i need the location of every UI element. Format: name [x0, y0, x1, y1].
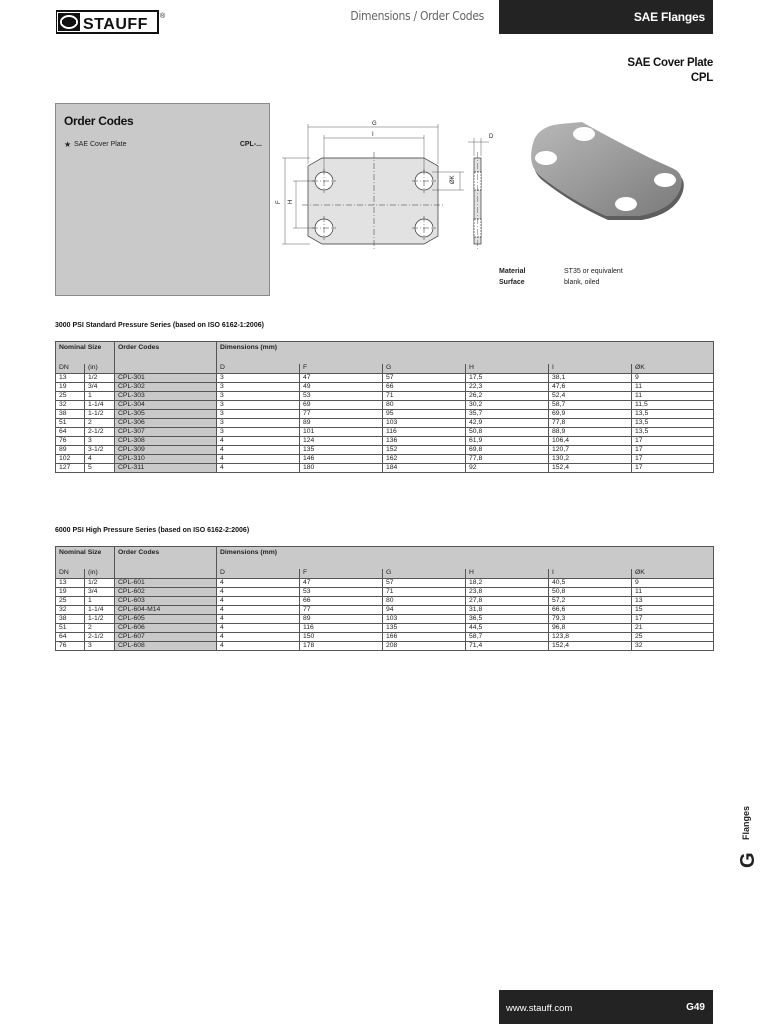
table-cell: 4	[217, 606, 300, 615]
table-cell: 77	[300, 410, 383, 419]
table-cell: 1	[85, 597, 115, 606]
table-cell: 71,4	[466, 642, 549, 651]
table-cell: 103	[383, 419, 466, 428]
order-code-cell: CPL-601	[115, 579, 217, 588]
surface-key: Surface	[499, 279, 525, 286]
order-code-cell: CPL-310	[115, 455, 217, 464]
table-cell: 3	[217, 410, 300, 419]
table-cell: 36,5	[466, 615, 549, 624]
table-cell: 57,2	[549, 597, 632, 606]
col-order-code	[115, 569, 217, 579]
table-cell: 18,2	[466, 579, 549, 588]
order-code-cell: CPL-305	[115, 410, 217, 419]
table-cell: 71	[383, 392, 466, 401]
order-code-label: SAE Cover Plate	[74, 141, 127, 148]
table-cell: 4	[217, 464, 300, 473]
table-cell: 53	[300, 392, 383, 401]
table-row	[56, 392, 714, 401]
table-cell: 53	[300, 588, 383, 597]
table-cell: 13	[56, 579, 85, 588]
table-cell: 3	[85, 642, 115, 651]
table-cell: 11	[632, 392, 714, 401]
table-cell: 50,8	[549, 588, 632, 597]
col-d: D	[217, 364, 300, 374]
table-cell: 40,5	[549, 579, 632, 588]
nominal-size-header: Nominal Size	[56, 547, 115, 569]
table-cell: 42,9	[466, 419, 549, 428]
table-row	[56, 383, 714, 392]
order-code-cell: CPL-306	[115, 419, 217, 428]
table-cell: 94	[383, 606, 466, 615]
table-cell: 32	[632, 642, 714, 651]
order-code-cell: CPL-303	[115, 392, 217, 401]
table-row	[56, 410, 714, 419]
table-cell: 2	[85, 419, 115, 428]
side-tab	[735, 800, 763, 870]
table-cell: 27,8	[466, 597, 549, 606]
product-title	[627, 56, 713, 86]
table-cell: 3	[217, 428, 300, 437]
table-cell: 95	[383, 410, 466, 419]
table-cell: 3/4	[85, 383, 115, 392]
table-row	[56, 597, 714, 606]
table-cell: 3	[217, 401, 300, 410]
table-cell: 4	[217, 437, 300, 446]
order-code-cell: CPL-606	[115, 624, 217, 633]
section-tab: SAE Flanges	[499, 0, 713, 34]
table-cell: 1/2	[85, 374, 115, 383]
table-cell: 96,8	[549, 624, 632, 633]
table-cell: 57	[383, 374, 466, 383]
star-icon: ★	[64, 140, 72, 149]
table-cell: 89	[300, 419, 383, 428]
table-row	[56, 455, 714, 464]
table-cell: 103	[383, 615, 466, 624]
order-code-cell: CPL-309	[115, 446, 217, 455]
table-cell: 120,7	[549, 446, 632, 455]
table-cell: 17	[632, 446, 714, 455]
table-6000-title: 6000 PSI High Pressure Series (based on ISO 6162-2:2006)	[55, 527, 250, 534]
table-cell: 57	[383, 579, 466, 588]
table-cell: 3	[217, 392, 300, 401]
table-cell: 1-1/4	[85, 401, 115, 410]
table-cell: 15	[632, 606, 714, 615]
table-cell: 127	[56, 464, 85, 473]
table-cell: 64	[56, 633, 85, 642]
table-3000	[55, 341, 714, 473]
col-in: (in)	[85, 569, 115, 579]
table-cell: 3	[85, 437, 115, 446]
svg-text:STAUFF: STAUFF	[83, 16, 148, 33]
table-cell: 13	[632, 597, 714, 606]
table-cell: 152,4	[549, 464, 632, 473]
col-dn: DN	[56, 569, 85, 579]
table-cell: 30,2	[466, 401, 549, 410]
table-cell: 4	[217, 446, 300, 455]
table-cell: 130,2	[549, 455, 632, 464]
order-code-cell: CPL-307	[115, 428, 217, 437]
table-cell: 19	[56, 383, 85, 392]
col-h: H	[466, 364, 549, 374]
dim-g-label: G	[372, 121, 377, 127]
table-cell: 31,8	[466, 606, 549, 615]
table-cell: 152	[383, 446, 466, 455]
table-cell: 4	[217, 624, 300, 633]
table-cell: 38	[56, 615, 85, 624]
table-cell: 11	[632, 383, 714, 392]
table-cell: 124	[300, 437, 383, 446]
table-cell: 26,2	[466, 392, 549, 401]
table-cell: 23,8	[466, 588, 549, 597]
table-cell: 80	[383, 597, 466, 606]
order-codes-title: Order Codes	[64, 114, 134, 128]
col-d: D	[217, 569, 300, 579]
table-cell: 52,4	[549, 392, 632, 401]
table-row	[56, 401, 714, 410]
order-code-cell: CPL-302	[115, 383, 217, 392]
table-cell: 4	[85, 455, 115, 464]
table-cell: 106,4	[549, 437, 632, 446]
table-cell: 2-1/2	[85, 633, 115, 642]
table-cell: 1-1/2	[85, 615, 115, 624]
table-cell: 116	[300, 624, 383, 633]
dim-d-label: D	[489, 134, 494, 140]
table-row	[56, 419, 714, 428]
material-key: Material	[499, 268, 526, 275]
table-cell: 25	[56, 597, 85, 606]
table-cell: 25	[56, 392, 85, 401]
table-cell: 2	[85, 624, 115, 633]
col-in: (in)	[85, 364, 115, 374]
table-cell: 102	[56, 455, 85, 464]
table-row	[56, 624, 714, 633]
col-i: I	[549, 364, 632, 374]
col-g: G	[383, 364, 466, 374]
table-cell: 69	[300, 401, 383, 410]
table-cell: 38	[56, 410, 85, 419]
order-code-cell: CPL-607	[115, 633, 217, 642]
table-cell: 77	[300, 606, 383, 615]
table-cell: 4	[217, 615, 300, 624]
table-cell: 22,3	[466, 383, 549, 392]
order-code-cell: CPL-603	[115, 597, 217, 606]
table-row	[56, 615, 714, 624]
table-cell: 17	[632, 455, 714, 464]
col-f: F	[300, 569, 383, 579]
table-cell: 32	[56, 606, 85, 615]
table-cell: 66	[383, 383, 466, 392]
table-cell: 17	[632, 464, 714, 473]
table-cell: 66,6	[549, 606, 632, 615]
table-cell: 88,9	[549, 428, 632, 437]
side-tab-word: Flanges	[741, 805, 751, 840]
table-cell: 208	[383, 642, 466, 651]
table-cell: 80	[383, 401, 466, 410]
technical-drawing	[274, 118, 504, 268]
order-code-cell: CPL-304	[115, 401, 217, 410]
table-cell: 44,5	[466, 624, 549, 633]
table-cell: 1/2	[85, 579, 115, 588]
table-cell: 13,5	[632, 419, 714, 428]
table-cell: 58,7	[466, 633, 549, 642]
table-3000-title: 3000 PSI Standard Pressure Series (based on ISO 6162-1:2006)	[55, 322, 264, 329]
col-g: G	[383, 569, 466, 579]
table-cell: 135	[383, 624, 466, 633]
table-row	[56, 374, 714, 383]
footer-url[interactable]: www.stauff.com	[506, 1003, 573, 1014]
table-cell: 17,5	[466, 374, 549, 383]
order-code-cell: CPL-608	[115, 642, 217, 651]
table-cell: 4	[217, 579, 300, 588]
footer	[499, 990, 713, 1024]
table-cell: 49	[300, 383, 383, 392]
order-codes-box	[55, 103, 270, 296]
table-cell: 9	[632, 374, 714, 383]
table-cell: 4	[217, 455, 300, 464]
table-cell: 69,8	[466, 446, 549, 455]
table-cell: 1-1/4	[85, 606, 115, 615]
table-cell: 13,5	[632, 428, 714, 437]
table-6000	[55, 546, 714, 651]
table-cell: 1	[85, 392, 115, 401]
table-cell: 13,5	[632, 410, 714, 419]
table-cell: 51	[56, 624, 85, 633]
dimensions-header: Dimensions (mm)	[217, 342, 714, 364]
table-cell: 69,9	[549, 410, 632, 419]
svg-text:®: ®	[160, 13, 166, 20]
dim-i-label: I	[372, 132, 374, 138]
table-cell: 4	[217, 588, 300, 597]
table-cell: 150	[300, 633, 383, 642]
side-tab-letter: G	[737, 852, 759, 868]
table-row	[56, 428, 714, 437]
dimensions-header: Dimensions (mm)	[217, 547, 714, 569]
table-cell: 3/4	[85, 588, 115, 597]
order-code-cell: CPL-311	[115, 464, 217, 473]
table-cell: 25	[632, 633, 714, 642]
table-cell: 64	[56, 428, 85, 437]
table-row	[56, 588, 714, 597]
table-cell: 47	[300, 579, 383, 588]
table-row	[56, 446, 714, 455]
order-codes-header: Order Codes	[115, 547, 217, 569]
dim-h-label: H	[288, 199, 294, 204]
col-k: ØK	[632, 569, 714, 579]
order-codes-header: Order Codes	[115, 342, 217, 364]
table-cell: 135	[300, 446, 383, 455]
table-cell: 3-1/2	[85, 446, 115, 455]
table-cell: 89	[56, 446, 85, 455]
table-cell: 180	[300, 464, 383, 473]
table-cell: 50,8	[466, 428, 549, 437]
order-code-cell: CPL-602	[115, 588, 217, 597]
table-cell: 38,1	[549, 374, 632, 383]
table-cell: 47	[300, 374, 383, 383]
order-code-cell: CPL-605	[115, 615, 217, 624]
breadcrumb: Dimensions / Order Codes	[350, 9, 484, 23]
table-cell: 11	[632, 588, 714, 597]
table-cell: 66	[300, 597, 383, 606]
table-cell: 4	[217, 642, 300, 651]
table-cell: 2-1/2	[85, 428, 115, 437]
table-row	[56, 642, 714, 651]
table-cell: 89	[300, 615, 383, 624]
order-code-cell: CPL-301	[115, 374, 217, 383]
surface-value: blank, oiled	[564, 279, 600, 286]
table-cell: 123,8	[549, 633, 632, 642]
table-cell: 136	[383, 437, 466, 446]
material-value: ST35 or equivalent	[564, 268, 623, 275]
table-cell: 76	[56, 642, 85, 651]
table-cell: 5	[85, 464, 115, 473]
table-cell: 3	[217, 374, 300, 383]
table-row	[56, 437, 714, 446]
table-cell: 178	[300, 642, 383, 651]
col-order-code	[115, 364, 217, 374]
table-cell: 21	[632, 624, 714, 633]
dim-f-label: F	[276, 200, 282, 204]
col-h: H	[466, 569, 549, 579]
page-number: G49	[686, 1002, 705, 1013]
table-cell: 92	[466, 464, 549, 473]
table-cell: 4	[217, 633, 300, 642]
table-cell: 9	[632, 579, 714, 588]
order-code-value: CPL-...	[239, 141, 262, 148]
table-cell: 146	[300, 455, 383, 464]
table-cell: 116	[383, 428, 466, 437]
table-cell: 1-1/2	[85, 410, 115, 419]
product-name: SAE Cover Plate	[627, 57, 713, 69]
table-cell: 51	[56, 419, 85, 428]
table-row	[56, 633, 714, 642]
table-cell: 77,8	[466, 455, 549, 464]
table-cell: 101	[300, 428, 383, 437]
table-cell: 17	[632, 437, 714, 446]
table-cell: 77,8	[549, 419, 632, 428]
table-cell: 162	[383, 455, 466, 464]
table-cell: 11,5	[632, 401, 714, 410]
nominal-size-header: Nominal Size	[56, 342, 115, 364]
order-code-cell: CPL-604-M14	[115, 606, 217, 615]
col-i: I	[549, 569, 632, 579]
table-cell: 79,3	[549, 615, 632, 624]
table-cell: 35,7	[466, 410, 549, 419]
table-cell: 184	[383, 464, 466, 473]
table-cell: 152,4	[549, 642, 632, 651]
table-cell: 58,7	[549, 401, 632, 410]
table-cell: 166	[383, 633, 466, 642]
table-cell: 61,9	[466, 437, 549, 446]
table-cell: 4	[217, 597, 300, 606]
table-cell: 19	[56, 588, 85, 597]
order-code-cell: CPL-308	[115, 437, 217, 446]
stauff-logo	[56, 10, 168, 34]
table-cell: 32	[56, 401, 85, 410]
table-cell: 3	[217, 383, 300, 392]
product-photo	[522, 122, 692, 232]
dim-k-label: ØK	[450, 175, 456, 184]
col-f: F	[300, 364, 383, 374]
table-cell: 17	[632, 615, 714, 624]
table-cell: 47,6	[549, 383, 632, 392]
table-row	[56, 579, 714, 588]
table-cell: 76	[56, 437, 85, 446]
table-cell: 3	[217, 419, 300, 428]
product-code: CPL	[690, 72, 713, 84]
col-dn: DN	[56, 364, 85, 374]
col-k: ØK	[632, 364, 714, 374]
table-row	[56, 464, 714, 473]
table-cell: 13	[56, 374, 85, 383]
table-row	[56, 606, 714, 615]
table-cell: 71	[383, 588, 466, 597]
